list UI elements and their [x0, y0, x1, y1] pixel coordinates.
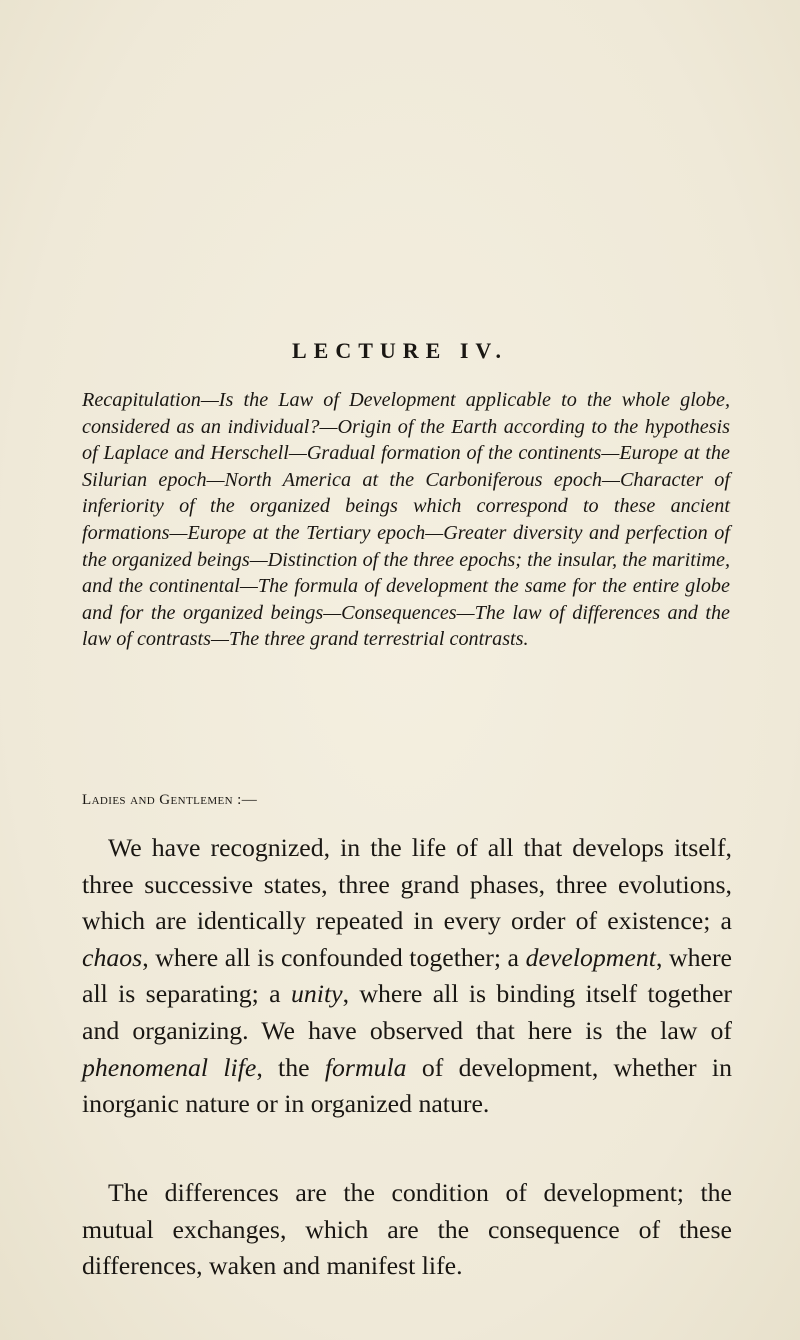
salutation: Ladies and Gentlemen :— [82, 792, 258, 808]
paragraph-text: We have recognized, in the life of all that develops itself, three successive states, three grand phases, three evolutions, which are identically repeated in every order of existence; a [82, 833, 732, 936]
lecture-heading: LECTURE IV. [292, 338, 508, 363]
lecture-summary: Recapitulation—Is the Law of Development applicable to the whole globe, considered as an individual?—Origin of the Earth according to the hypothesis of Laplace and Herschell—Gradual formation of the continents—Europe at the Silurian epoch—North America at the Carboniferous epoch—Character of inferiority of the organized beings which correspond to these ancient formations—Europe at the Tertiary epoch—Greater diversity and perfection of the organized beings—Distinction of the three epochs; the insular, the maritime, and the continental—The formula of development the same for the entire globe and for the organized beings—Consequences—The law of differences and the law of contrasts—The three grand terrestrial contrasts. [82, 389, 730, 651]
body-paragraph-2: The differences are the condition of development; the mutual exchanges, which are the consequence of these differences, waken and manifest life. [82, 1178, 732, 1281]
term-development: development [525, 942, 656, 972]
term-unity: unity [290, 979, 343, 1009]
paragraph-text: , where all is binding itself together and organizing. We have observed that here is the law of [82, 979, 732, 1045]
term-phenomenal-life: phenomenal life [82, 1052, 257, 1082]
paragraph-text: of development, whether in inorganic nature or in organized nature. [82, 1052, 732, 1119]
term-chaos: chaos [82, 942, 143, 972]
paragraph-text: , the [256, 1052, 325, 1082]
paragraph-text: , where all is confounded together; a [142, 942, 526, 972]
body-paragraph-1 [82, 830, 732, 1123]
term-formula: formula [324, 1052, 407, 1082]
paragraph-text: , where all is separating; a [82, 942, 732, 1009]
